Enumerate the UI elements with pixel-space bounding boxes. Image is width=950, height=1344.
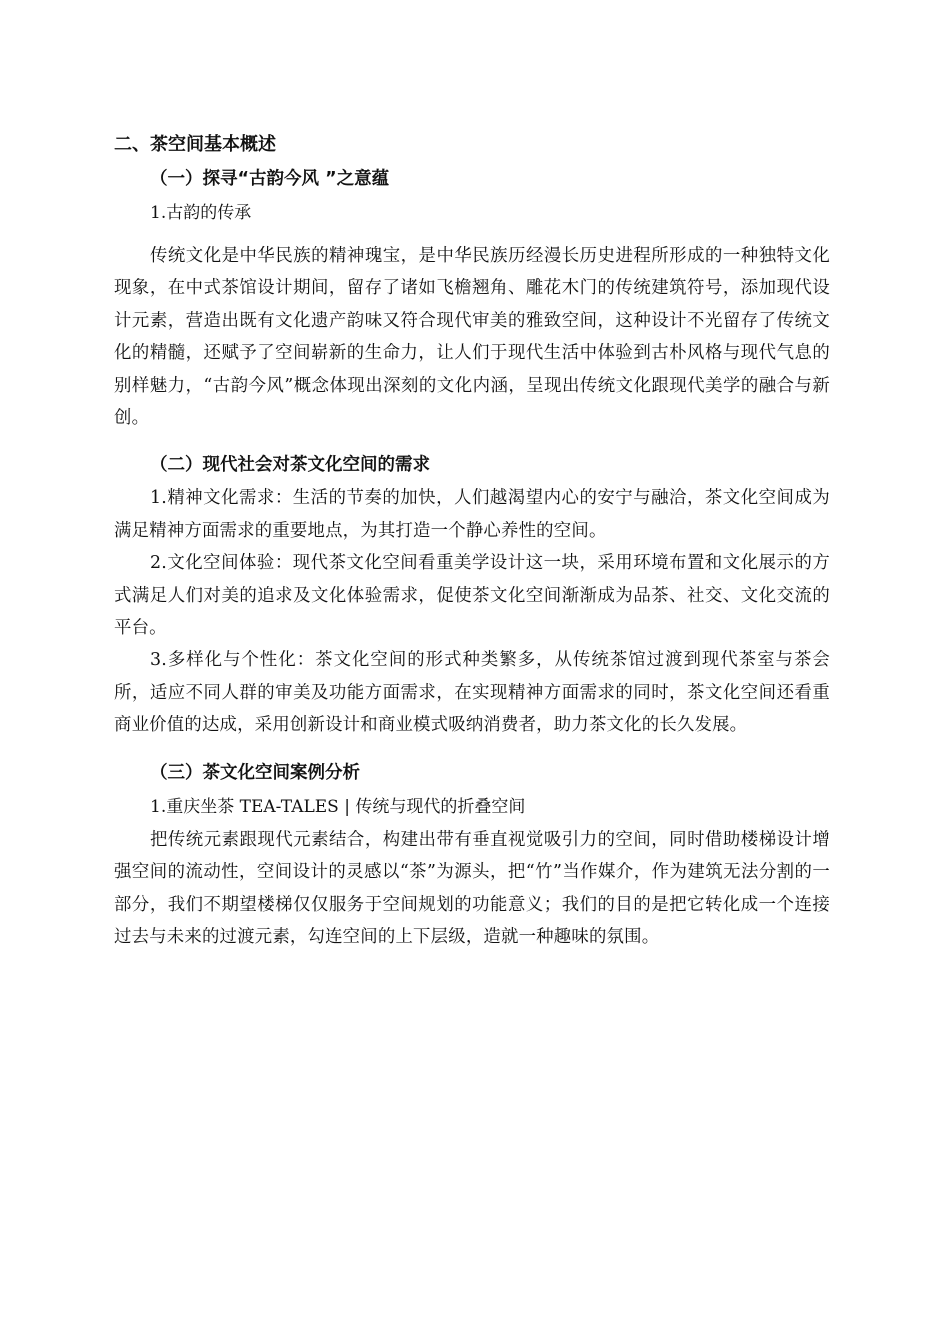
part1-item-title: 1.古韵的传承 — [150, 203, 252, 223]
part1-heading: （一）探寻“古韵今风 ”之意蕴 — [150, 169, 390, 189]
part2-heading: （二）现代社会对茶文化空间的需求 — [150, 455, 430, 476]
part1-paragraph: 传统文化是中华民族的精神瑰宝，是中华民族历经漫长历史进程所形成的一种独特文化现象，在中式茶馆设计期间，留存了诸如飞檐翘角、雕花木门的传统建筑符号，添加现代设计元素，营造出既有文化遗产韵味又符合现代审美的雅致空间，这种设计不光留存了传统文化的精髓，还赋予了空间崭新的生命力，让人们于现代生活中体验到古朴风格与现代气息的别样魅力，“古韵今风”概念体现出深刻的文化内涵，呈现出传统文化跟现代美学的融合与新创。 — [114, 246, 830, 429]
section-heading: 二、茶空间基本概述 — [114, 134, 276, 155]
part2-paragraph-2: 2.文化空间体验：现代茶文化空间看重美学设计这一块，采用环境布置和文化展示的方式满足人们对美的追求及文化体验需求，促使茶文化空间渐渐成为品茶、社交、文化交流的平台。 — [114, 553, 830, 639]
part3-paragraph: 把传统元素跟现代元素结合，构建出带有垂直视觉吸引力的空间，同时借助楼梯设计增强空间的流动性，空间设计的灵感以“茶”为源头，把“竹”当作媒介，作为建筑无法分割的一部分，我们不期望楼梯仅仅服务于空间规划的功能意义；我们的目的是把它转化成一个连接过去与未来的过渡元素，勾连空间的上下层级，造就一种趣味的氛围。 — [114, 829, 830, 947]
part2-paragraph-1: 1.精神文化需求：生活的节奏的加快，人们越渴望内心的安宁与融洽，茶文化空间成为满足精神方面需求的重要地点，为其打造一个静心养性的空间。 — [114, 488, 830, 541]
part2-paragraph-3: 3.多样化与个性化：茶文化空间的形式种类繁多，从传统茶馆过渡到现代茶室与茶会所，适应不同人群的审美及功能方面需求，在实现精神方面需求的同时，茶文化空间还看重商业价值的达成，采用创新设计和商业模式吸纳消费者，助力茶文化的长久发展。 — [114, 650, 830, 736]
part3-heading: （三）茶文化空间案例分析 — [150, 762, 360, 783]
part3-item-title: 1.重庆坐茶 TEA-TALES | 传统与现代的折叠空间 — [150, 796, 526, 817]
document-body — [114, 128, 830, 953]
